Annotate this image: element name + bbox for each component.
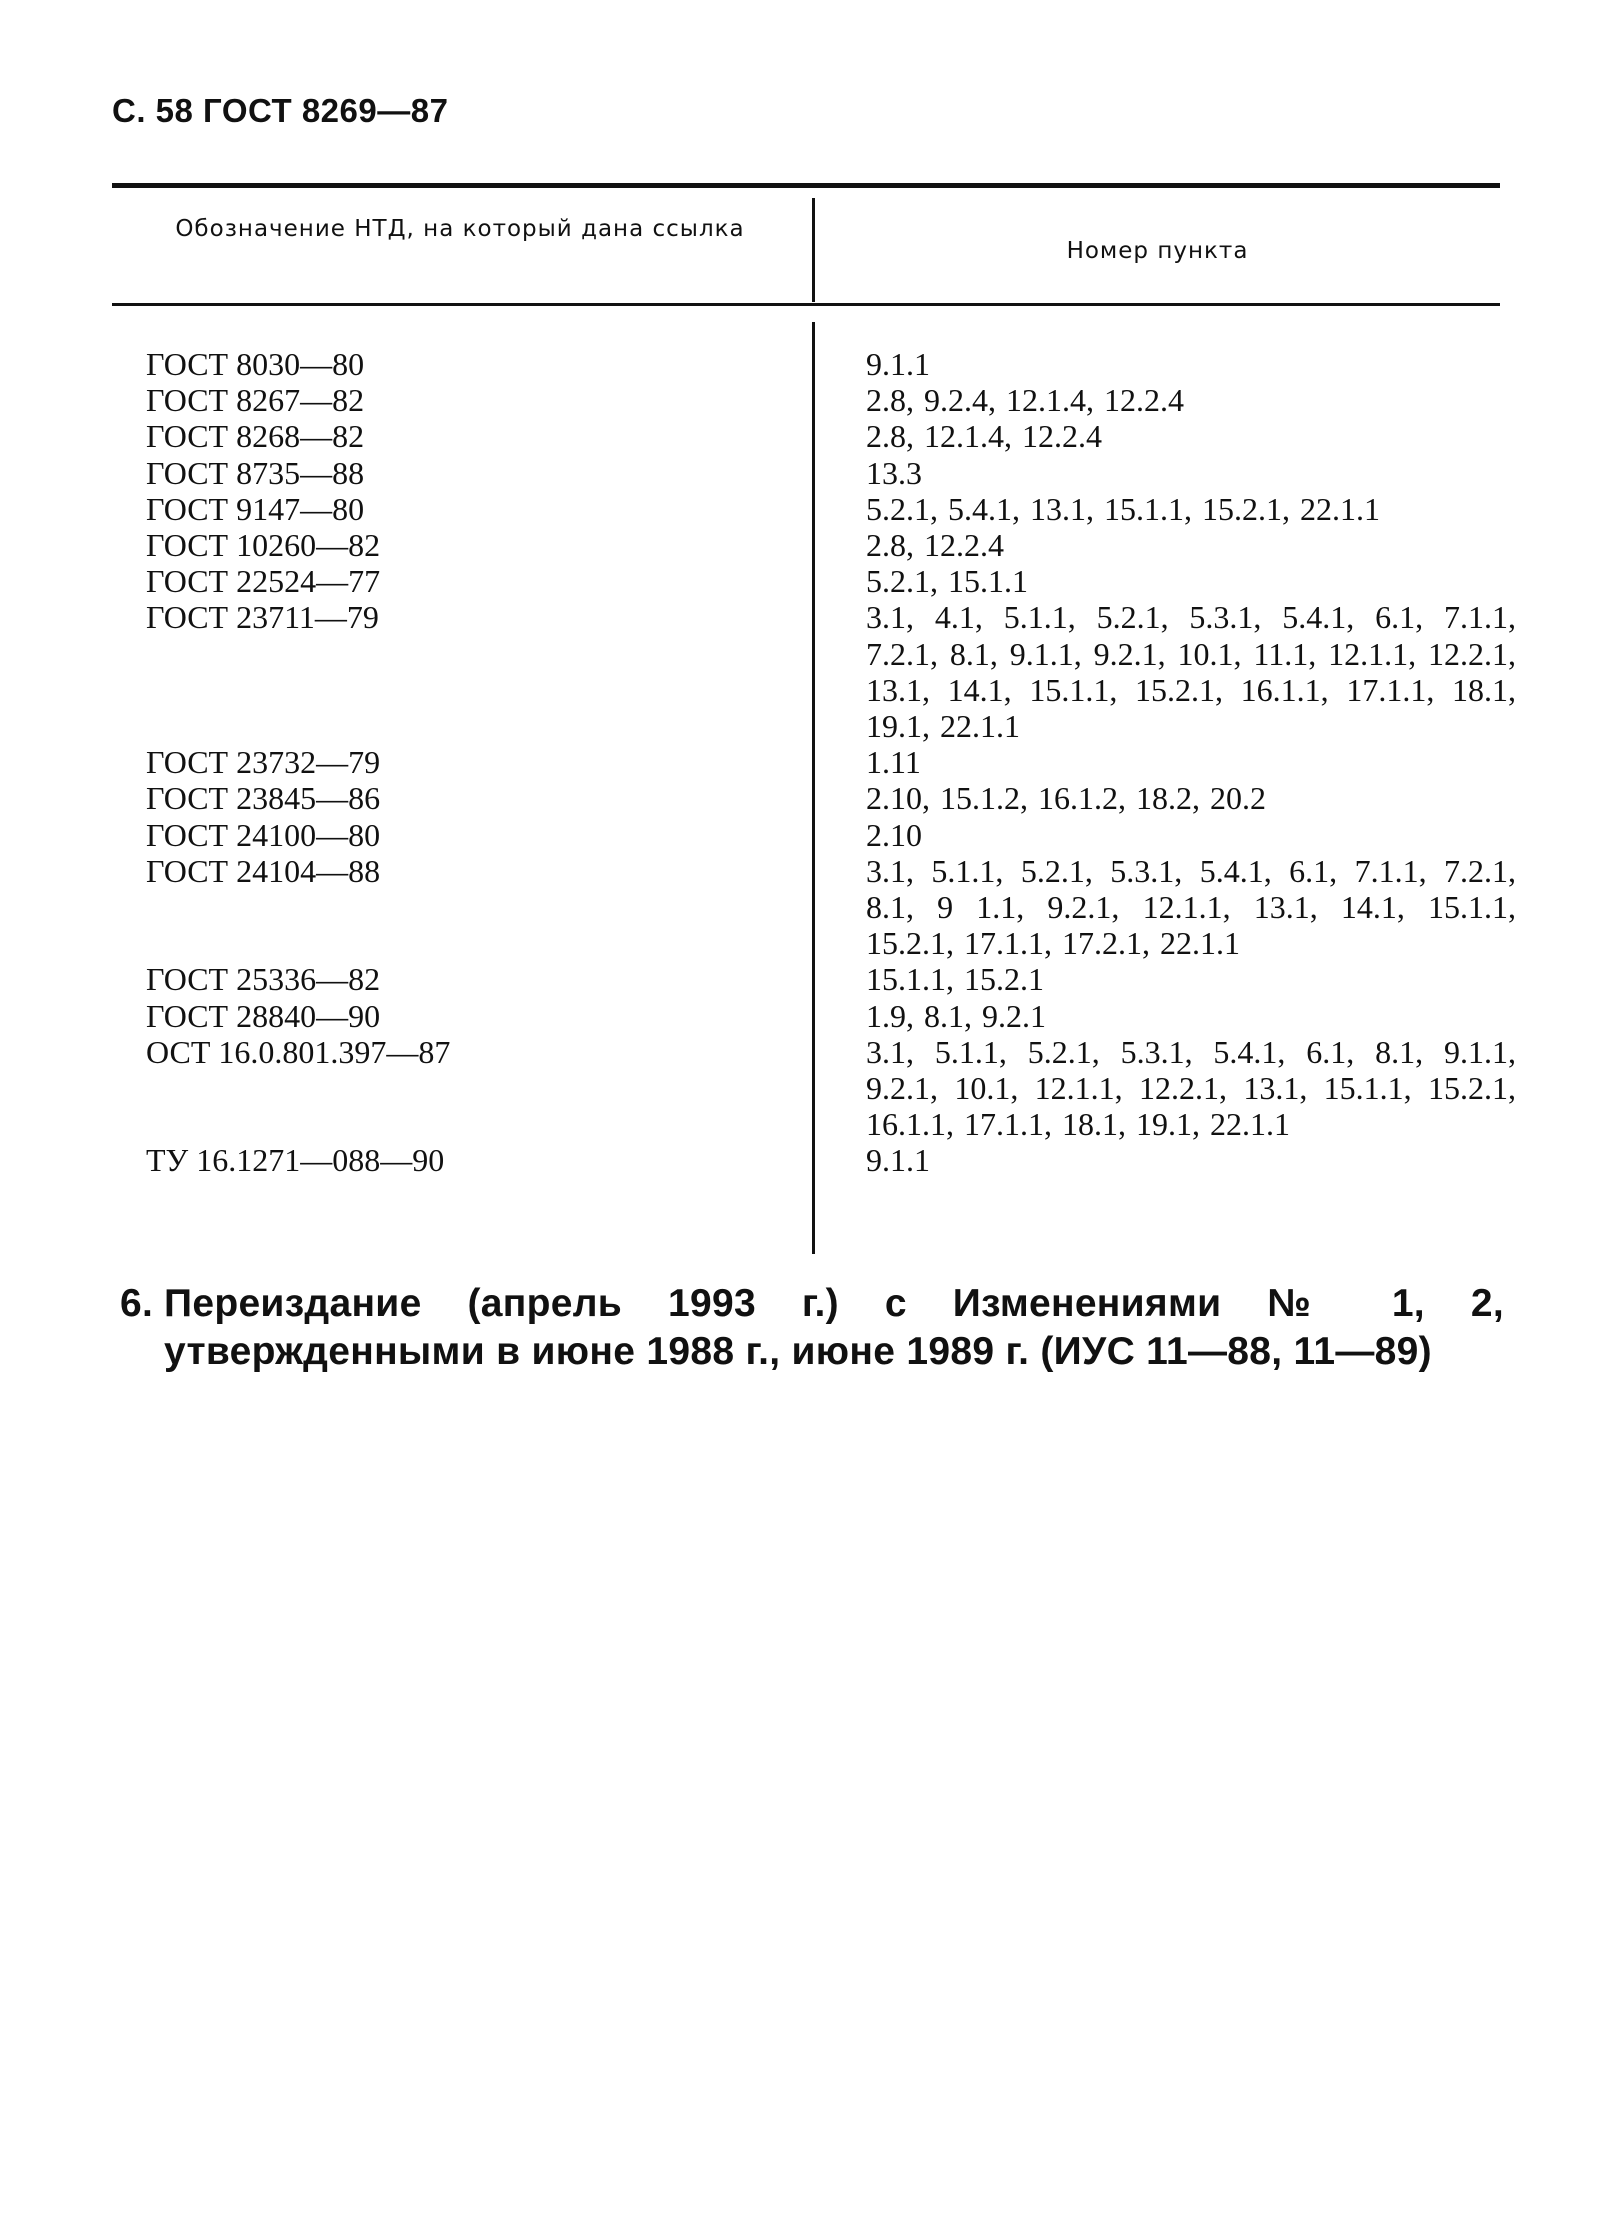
note-number: 6. [120, 1282, 154, 1325]
table-row [0, 455, 1611, 491]
table-row [0, 382, 1611, 418]
point-numbers: 2.10, 15.1.2, 16.1.2, 18.2, 20.2 [866, 780, 1266, 817]
document-designation: ГОСТ 23845—86 [146, 780, 381, 817]
point-numbers: 3.1, 5.1.1, 5.2.1, 5.3.1, 5.4.1, 6.1, 7.1.1, 7.2.1, 8.1, 9 1.1, 9.2.1, 12.1.1, 13.1, 14.1, 15.1.1, 15.2.1, 17.1.1, 17.2.1, 22.1.1 [866, 852, 1516, 962]
point-numbers: 2.10 [866, 816, 922, 853]
document-designation: ГОСТ 8268—82 [146, 418, 365, 455]
table-header-rule [112, 303, 1500, 306]
document-designation: ГОСТ 24104—88 [146, 852, 381, 889]
table-row [0, 527, 1611, 563]
point-numbers: 13.3 [866, 454, 922, 491]
table-row [0, 563, 1611, 599]
document-designation: ГОСТ 24100—80 [146, 816, 381, 853]
table-row [0, 961, 1611, 997]
table-row [0, 491, 1611, 527]
point-numbers: 2.8, 9.2.4, 12.1.4, 12.2.4 [866, 382, 1184, 419]
document-designation: ГОСТ 23732—79 [146, 744, 381, 781]
point-numbers: 9.1.1 [866, 346, 930, 382]
table-row [0, 853, 1611, 962]
document-designation: ГОСТ 8030—80 [146, 346, 365, 382]
note-text: Переиздание (апрель 1993 г.) с Изменениями № 1, 2, утвержденными в июне 1988 г., июне 1989 г. (ИУС 11—88, 11—89) [164, 1282, 1504, 1373]
document-designation: ГОСТ 10260—82 [146, 527, 381, 564]
document-designation: ОСТ 16.0.801.397—87 [146, 1033, 451, 1070]
table-row [0, 1034, 1611, 1143]
point-numbers: 2.8, 12.1.4, 12.2.4 [866, 418, 1102, 455]
point-numbers: 2.8, 12.2.4 [866, 527, 1004, 564]
document-designation: ГОСТ 9147—80 [146, 490, 365, 527]
point-numbers: 9.1.1 [866, 1142, 930, 1179]
reference-table [0, 346, 1611, 1179]
point-numbers: 15.1.1, 15.2.1 [866, 961, 1044, 998]
column-header-points: Номер пункта [1066, 238, 1249, 264]
table-row [0, 1142, 1611, 1178]
point-numbers: 1.9, 8.1, 9.2.1 [866, 997, 1046, 1034]
document-designation: ГОСТ 25336—82 [146, 961, 381, 998]
point-numbers: 5.2.1, 5.4.1, 13.1, 15.1.1, 15.2.1, 22.1.1 [866, 490, 1380, 527]
document-designation: ТУ 16.1271—088—90 [146, 1142, 445, 1179]
document-designation: ГОСТ 8735—88 [146, 454, 365, 491]
table-row [0, 418, 1611, 454]
point-numbers: 3.1, 4.1, 5.1.1, 5.2.1, 5.3.1, 5.4.1, 6.1, 7.1.1, 7.2.1, 8.1, 9.1.1, 9.2.1, 10.1, 11.1, 12.1.1, 12.2.1, 13.1, 14.1, 15.1.1, 15.2.1, 16.1.1, 17.1.1, 18.1, 19.1, 22.1.1 [866, 599, 1516, 745]
reissue-note [120, 1280, 1504, 1373]
document-designation: ГОСТ 8267—82 [146, 382, 365, 419]
table-row [0, 780, 1611, 816]
page-header: С. 58 ГОСТ 8269—87 [112, 92, 449, 129]
table-top-rule [112, 183, 1500, 188]
document-designation: ГОСТ 23711—79 [146, 599, 379, 636]
table-row [0, 998, 1611, 1034]
table-row [0, 744, 1611, 780]
table-row [0, 599, 1611, 744]
point-numbers: 5.2.1, 15.1.1 [866, 563, 1028, 600]
table-row [0, 817, 1611, 853]
point-numbers: 1.11 [866, 744, 921, 781]
column-header-document: Обозначение НТД, на который дана ссылка [175, 216, 745, 242]
table-row [0, 346, 1611, 382]
document-designation: ГОСТ 28840—90 [146, 997, 381, 1034]
point-numbers: 3.1, 5.1.1, 5.2.1, 5.3.1, 5.4.1, 6.1, 8.1, 9.1.1, 9.2.1, 10.1, 12.1.1, 12.2.1, 13.1, 15.1.1, 15.2.1, 16.1.1, 17.1.1, 18.1, 19.1, 22.1.1 [866, 1033, 1516, 1143]
document-designation: ГОСТ 22524—77 [146, 563, 381, 600]
